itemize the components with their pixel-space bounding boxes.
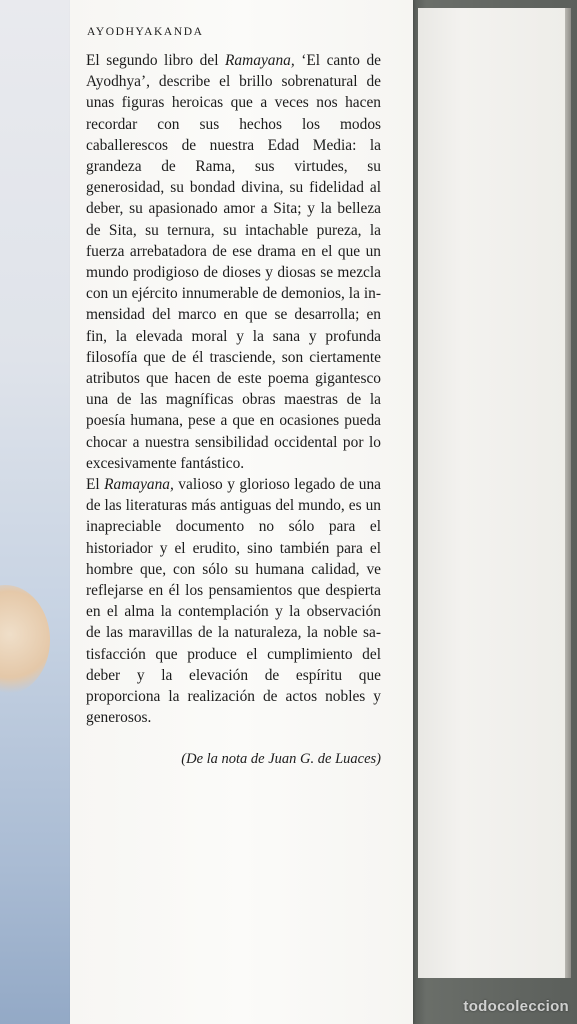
paragraph-2-title: Ramayana, [104, 476, 174, 494]
running-head: AYODHYAKANDA [87, 26, 204, 38]
attribution: (De la nota de Juan G. de Luaces) [181, 750, 381, 767]
paragraph-2-pre: El [86, 476, 105, 494]
flap-text [86, 26, 381, 768]
background-surface [0, 0, 70, 1024]
watermark: todocoleccion [463, 998, 569, 1015]
paragraph-1-body: ‘El canto de Ayodhya’, describe el brillo sobrenatural de unas figuras heroicas que a veces nos hacen recordar con sus hechos los modos caballerescos de nuestra Edad Media: la grandeza de Rama, sus virtudes, su generosidad, su bondad divina, su fidelidad al deber, su apasionado amor a Sita; y la belleza de Sita, su ternura, su intachable pureza, la fuerza arrebatadora de ese drama en el que un mundo prodigioso de dioses y diosas se mezcla con un ejército innumerable de demonios, la inmensidad del marco en que se desarrolla; en fin, la elevada moral y la sana y profunda filosofía que de él trasciende, son ciertamente atributos que hacen de este poema gigantesco una de las magníficas obras maestras de la poesía humana, pese a que en ocasiones pueda chocar a nuestra sensibilidad occidental por lo excesivamente fantástico. [86, 52, 381, 472]
paragraph-2 [86, 474, 381, 728]
paragraph-1-title: Ramayana, [225, 52, 295, 69]
book-page-edges [418, 8, 565, 978]
paragraph-2-body: valioso y glorioso legado de una de las literaturas más antiguas del mundo, es un inapreciable documento no sólo para el historiador y el erudito, sino también para el hombre que, con sólo su humana calidad, ve reflejarse en él los pensamientos que despierta en el alma la contemplación y la observación de las maravillas de la naturaleza, la noble satisfacción que produce el cumplimiento del deber y la elevación de espíritu que proporciona la realización de actos nobles y generosos. [86, 476, 381, 727]
paragraph-1-pre: El segundo libro del [86, 52, 226, 69]
paragraph-1 [86, 50, 381, 474]
